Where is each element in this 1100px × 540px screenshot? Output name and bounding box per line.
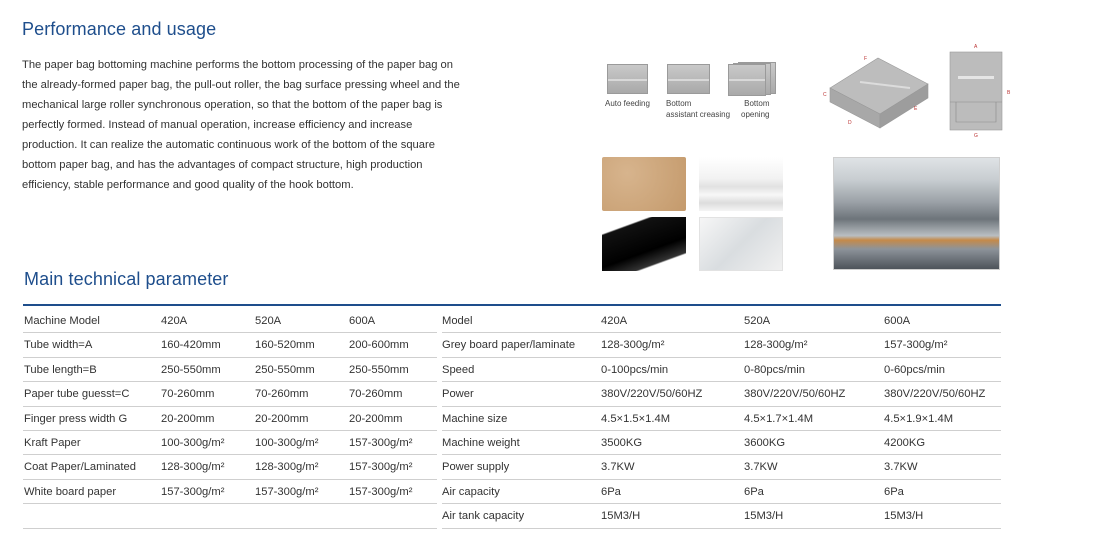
diagram-label-b: B: [1007, 90, 1011, 96]
kraft-paper-photo: [602, 157, 686, 211]
diagram-label-e: E: [914, 106, 918, 112]
table-cell: 157-300g/m²: [161, 485, 225, 498]
bag-3d-diagram: [820, 52, 932, 130]
table-cell: 157-300g/m²: [349, 485, 413, 498]
section-title-performance: Performance and usage: [22, 19, 217, 39]
table-cell: Tube length=B: [24, 363, 97, 376]
table-cell: 380V/220V/50/60HZ: [744, 388, 846, 401]
table-cell: Machine weight: [442, 437, 520, 449]
table-cell: 160-420mm: [161, 339, 221, 352]
table-cell: 4.5×1.7×1.4M: [744, 412, 814, 425]
table-cell: 100-300g/m²: [255, 437, 319, 449]
table-cell: 4.5×1.9×1.4M: [884, 412, 954, 425]
table-row: [23, 480, 1001, 504]
table-cell: 250-550mm: [255, 363, 315, 376]
table-cell: Finger press width G: [24, 412, 128, 425]
table-row: [23, 309, 1001, 333]
table-cell: 6Pa: [884, 485, 904, 498]
section-title-parameters: Main technical parameter: [24, 269, 229, 289]
table-cell: 6Pa: [744, 485, 764, 498]
diagram-label-c: C: [823, 92, 827, 98]
table-cell: 15M3/H: [744, 510, 784, 523]
caption-bottom-assistant-creasing: Bottom assistant creasing: [666, 99, 731, 119]
table-cell: 160-520mm: [255, 339, 315, 352]
table-row: [23, 382, 1001, 406]
table-cell: Air tank capacity: [442, 510, 525, 523]
table-cell: 250-550mm: [349, 363, 409, 376]
table-row: [23, 358, 1001, 382]
table-cell: Kraft Paper: [24, 437, 81, 449]
bottom-opening-image: [728, 60, 776, 96]
table-cell: 420A: [161, 315, 188, 327]
table-row: [23, 431, 1001, 455]
table-cell: 250-550mm: [161, 363, 221, 376]
caption-bottom-opening: Bottom opening: [741, 99, 770, 119]
table-cell: 20-200mm: [349, 412, 403, 425]
table-cell: Speed: [442, 363, 475, 376]
table-cell: 3.7KW: [601, 461, 635, 474]
black-board-photo: [602, 217, 686, 271]
table-cell: Coat Paper/Laminated: [24, 461, 136, 474]
table-cell: 0-80pcs/min: [744, 363, 805, 376]
table-cell: 420A: [601, 315, 628, 327]
table-cell: 3500KG: [601, 437, 643, 449]
table-cell: 70-260mm: [161, 388, 215, 401]
table-cell: 157-300g/m²: [255, 485, 319, 498]
table-cell: 3600KG: [744, 437, 786, 449]
table-cell: Machine size: [442, 412, 508, 425]
table-cell: Paper tube guesst=C: [24, 388, 130, 401]
table-cell: Machine Model: [24, 315, 100, 327]
table-cell: Power supply: [442, 461, 510, 474]
table-cell: 15M3/H: [601, 510, 641, 523]
table-cell: 20-200mm: [255, 412, 309, 425]
table-cell: 380V/220V/50/60HZ: [884, 388, 986, 401]
table-cell: 15M3/H: [884, 510, 924, 523]
table-cell: Model: [442, 315, 473, 327]
table-cell: Air capacity: [442, 485, 500, 498]
table-cell: 200-600mm: [349, 339, 409, 352]
table-cell: 157-300g/m²: [349, 437, 413, 449]
white-paper-stack-photo: [699, 157, 783, 211]
caption-auto-feeding: Auto feeding: [605, 99, 650, 108]
performance-description: The paper bag bottoming machine performs the bottom processing of the paper bag on the already-formed paper bag, the pull-out roller, the bag surface pressing wheel and the mechanical large roller synchronous operation, so that the bottom of the paper bag is perfectly formed. Instead of manual operation, increase efficiency and increase production. It can realize the automatic continuous work of the bottom of the square bottom paper bag, and has the advantages of compact structure, high production efficiency, stable performance and good quality of the hook bottom.: [22, 59, 460, 191]
machine-photo: [833, 157, 1000, 270]
table-cell: 70-260mm: [255, 388, 309, 401]
table-cell: Power: [442, 388, 474, 401]
table-top-rule: [23, 304, 1001, 306]
diagram-label-f: F: [864, 56, 868, 62]
diagram-label-g: G: [974, 133, 978, 138]
table-cell: 4.5×1.5×1.4M: [601, 412, 671, 425]
table-row: [23, 333, 1001, 357]
table-cell: 600A: [349, 315, 376, 327]
table-row: [23, 455, 1001, 479]
table-cell: 157-300g/m²: [884, 339, 948, 352]
table-cell: 520A: [744, 315, 771, 327]
table-cell: 100-300g/m²: [161, 437, 225, 449]
table-cell: Tube width=A: [24, 339, 93, 352]
diagram-label-d: D: [848, 120, 852, 126]
bottom-assistant-creasing-image: [667, 64, 710, 94]
table-cell: White board paper: [24, 485, 117, 498]
table-cell: 4200KG: [884, 437, 926, 449]
table-cell: 70-260mm: [349, 388, 403, 401]
table-cell: 0-100pcs/min: [601, 363, 669, 376]
table-row: [23, 504, 1001, 528]
diagram-label-a: A: [974, 44, 978, 50]
table-cell: 3.7KW: [744, 461, 778, 474]
table-cell: 380V/220V/50/60HZ: [601, 388, 703, 401]
table-cell: 128-300g/m²: [255, 461, 319, 474]
table-cell: 128-300g/m²: [161, 461, 225, 474]
row-divider: [23, 528, 437, 529]
table-cell: 6Pa: [601, 485, 621, 498]
table-cell: Grey board paper/laminate: [442, 339, 576, 352]
laminated-bag-photo: [699, 217, 783, 271]
table-cell: 520A: [255, 315, 282, 327]
table-cell: 157-300g/m²: [349, 461, 413, 474]
table-cell: 600A: [884, 315, 911, 327]
table-cell: 128-300g/m²: [601, 339, 665, 352]
table-cell: 128-300g/m²: [744, 339, 808, 352]
table-cell: 20-200mm: [161, 412, 215, 425]
bag-flat-diagram: [944, 42, 1016, 138]
auto-feeding-image: [607, 64, 648, 94]
table-row: [23, 407, 1001, 431]
table-cell: 0-60pcs/min: [884, 363, 945, 376]
table-cell: 3.7KW: [884, 461, 918, 474]
row-divider: [442, 528, 1001, 529]
